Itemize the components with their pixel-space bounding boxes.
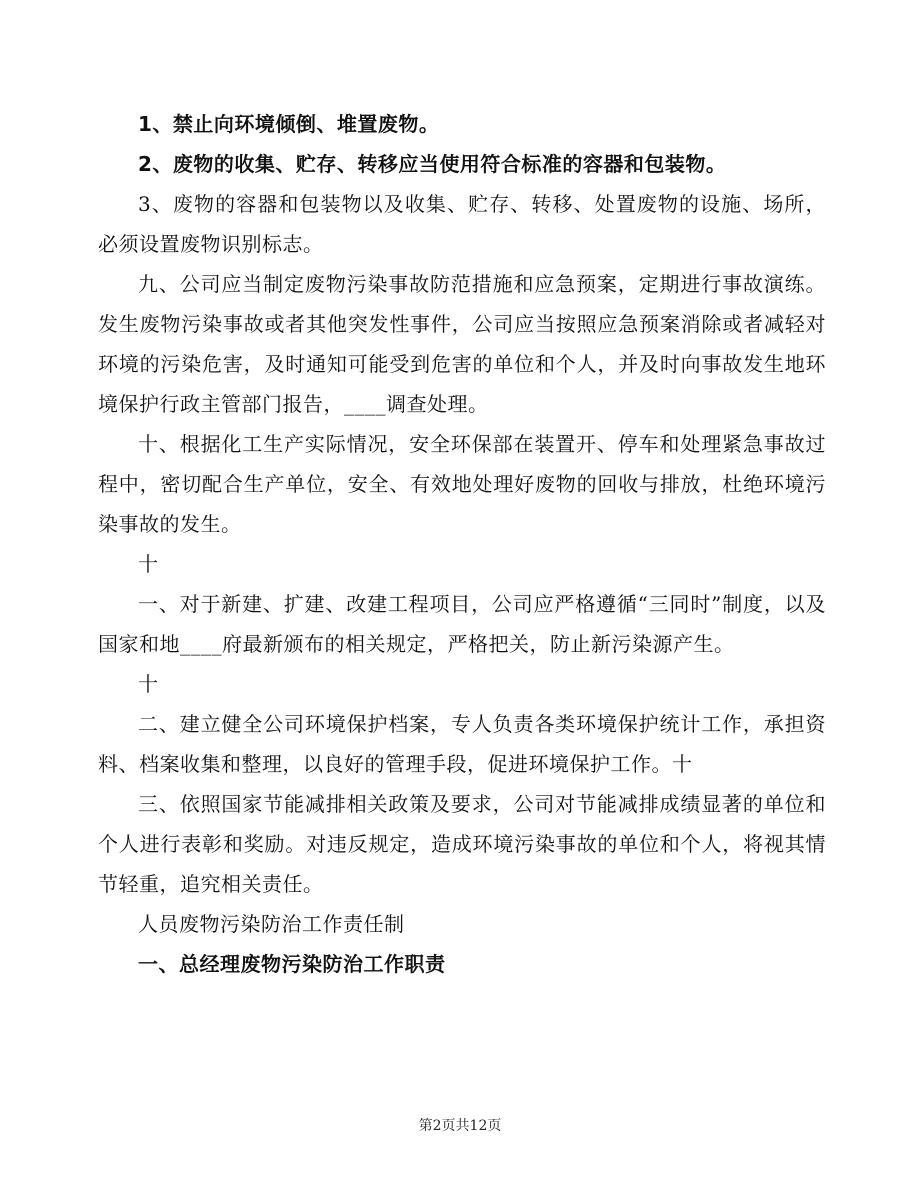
section-heading: 一、总经理废物污染防治工作职责 xyxy=(138,952,446,976)
paragraph-eleven: 一、对于新建、扩建、改建工程项目，公司应严格遵循“三同时”制度，以及国家和地____府最新颁布的相关规定，严格把关，防止新污染源产生。 xyxy=(98,592,826,656)
paragraph-thirteen: 三、依照国家节能减排相关政策及要求，公司对节能减排成绩显著的单位和个人进行表彰和奖励。对违反规定，造成环境污染事故的单位和个人，将视其情节轻重，追究相关责任。 xyxy=(98,792,826,896)
paragraph-ten-fragment-2: 十 xyxy=(138,672,159,696)
paragraph-item-3: 3、废物的容器和包装物以及收集、贮存、转移、处置废物的设施、场所，必须设置废物识别标志。 xyxy=(98,192,826,256)
paragraph-item-2: 2、废物的收集、贮存、转移应当使用符合标准的容器和包装物。 xyxy=(138,152,727,176)
paragraph-ten: 十、根据化工生产实际情况，安全环保部在装置开、停车和处理紧急事故过程中，密切配合生产单位，安全、有效地处理好废物的回收与排放，杜绝环境污染事故的发生。 xyxy=(98,432,826,536)
paragraph-item-1: 1、禁止向环境倾倒、堆置废物。 xyxy=(138,112,440,136)
page-number: 第2页共12页 xyxy=(418,1118,502,1134)
section-title: 人员废物污染防治工作责任制 xyxy=(138,912,405,936)
paragraph-ten-fragment-1: 十 xyxy=(138,552,159,576)
paragraph-twelve: 二、建立健全公司环境保护档案，专人负责各类环境保护统计工作，承担资料、档案收集和整理，以良好的管理手段，促进环境保护工作。十 xyxy=(98,712,826,776)
paragraph-nine: 九、公司应当制定废物污染事故防范措施和应急预案，定期进行事故演练。发生废物污染事故或者其他突发性事件，公司应当按照应急预案消除或者减轻对环境的污染危害，及时通知可能受到危害的单位和个人，并及时向事故发生地环境保护行政主管部门报告，____调查处理。 xyxy=(98,272,826,416)
